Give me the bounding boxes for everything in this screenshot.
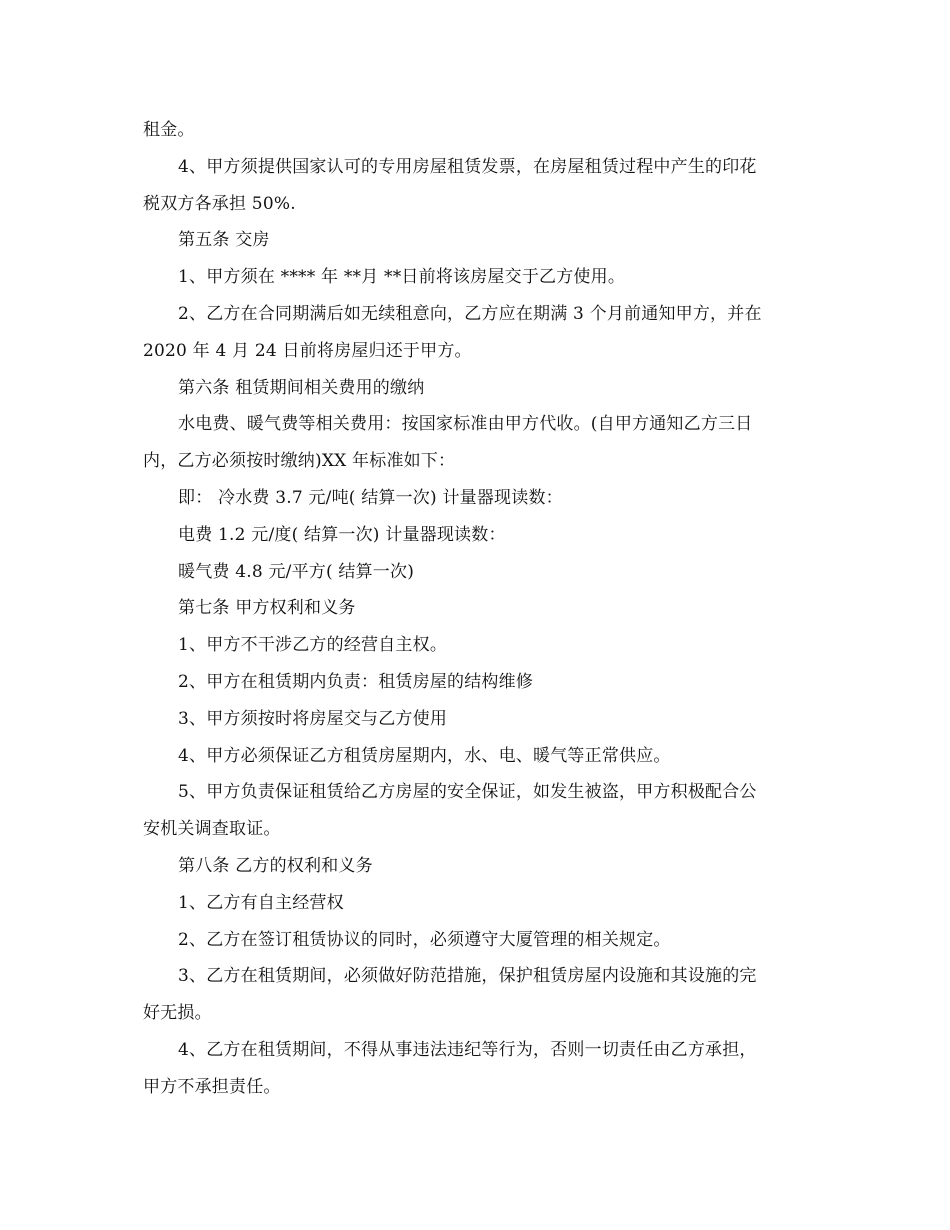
paragraph-line: 甲方不承担责任。 [143, 1076, 281, 1097]
paragraph-line: 即： 冷水费 3.7 元/吨( 结算一次) 计量器现读数： [178, 487, 563, 508]
section-heading: 第五条 交房 [178, 230, 270, 251]
section-heading: 第七条 甲方权利和义务 [178, 598, 356, 619]
paragraph-line: 3、甲方须按时将房屋交与乙方使用 [178, 708, 448, 729]
section-heading: 第八条 乙方的权利和义务 [178, 855, 373, 876]
paragraph-line: 租金。 [143, 120, 195, 140]
paragraph-line: 水电费、暖气费等相关费用：按国家标准由甲方代收。(自甲方通知乙方三日 [178, 414, 753, 435]
paragraph-line: 5、甲方负责保证租赁给乙方房屋的安全保证，如发生被盗，甲方积极配合公 [178, 782, 757, 803]
paragraph-line: 电费 1.2 元/度( 结算一次) 计量器现读数： [178, 524, 506, 545]
paragraph-line: 2020 年 4 月 24 日前将房屋归还于甲方。 [143, 340, 472, 361]
paragraph-line: 安机关调查取证。 [143, 819, 281, 840]
paragraph-line: 4、甲方须提供国家认可的专用房屋租赁发票，在房屋租赁过程中产生的印花 [178, 156, 757, 177]
paragraph-line: 1、甲方不干涉乙方的经营自主权。 [178, 635, 448, 656]
paragraph-line: 1、乙方有自主经营权 [178, 892, 344, 913]
paragraph-line: 3、乙方在租赁期间，必须做好防范措施，保护租赁房屋内设施和其设施的完 [178, 966, 757, 987]
paragraph-line: 内，乙方必须按时缴纳)XX 年标准如下： [143, 451, 456, 472]
paragraph-line: 4、甲方必须保证乙方租赁房屋期内，水、电、暖气等正常供应。 [178, 745, 671, 766]
paragraph-line: 暖气费 4.8 元/平方( 结算一次) [178, 561, 415, 582]
paragraph-line: 1、甲方须在 **** 年 **月 **日前将该房屋交于乙方使用。 [178, 267, 626, 288]
paragraph-line: 2、甲方在租赁期内负责：租赁房屋的结构维修 [178, 671, 534, 692]
paragraph-line: 2、乙方在合同期满后如无续租意向，乙方应在期满 3 个月前通知甲方，并在 [178, 303, 762, 324]
paragraph-line: 4、乙方在租赁期间，不得从事违法违纪等行为，否则一切责任由乙方承担， [178, 1039, 757, 1060]
section-heading: 第六条 租赁期间相关费用的缴纳 [178, 377, 425, 398]
paragraph-line: 好无损。 [143, 1003, 212, 1024]
paragraph-line: 税双方各承担 50%. [143, 193, 296, 214]
paragraph-line: 2、乙方在签订租赁协议的同时，必须遵守大厦管理的相关规定。 [178, 929, 671, 950]
document-body [143, 112, 808, 1106]
